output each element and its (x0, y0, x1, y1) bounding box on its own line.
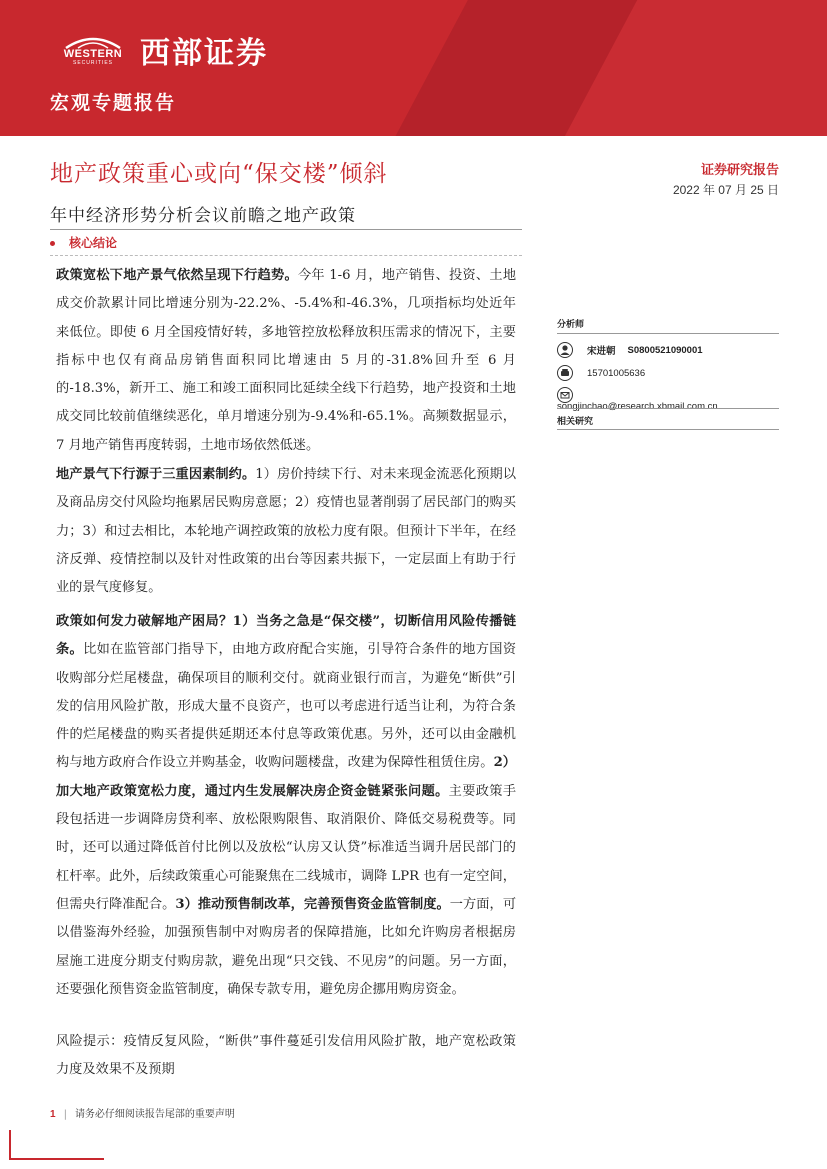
paragraph-3-text-2: 主要政策手段包括进一步调降房贷利率、放松限购限售、取消限价、降低交易税费等。同时，还可以通过降低首付比例以及放松“认房又认贷”标准适当调升居民部门的杠杆率。此外，后续政策重心可能聚焦在二线城市，调降 LPR 也有一定空间，但需央行降准配合。 (56, 783, 517, 912)
paragraph-3-text-1: 比如在监管部门指导下，由地方政府配合实施，引导符合条件的地方国资收购部分烂尾楼盘，确保项目的顺利交付。就商业银行而言，为避免“断供”引发的信用风险扩散，形成大量不良资产，也可以考虑进行适当让利，为符合条件的烂尾楼盘的购买者提供延期还本付息等政策优惠。另外，还可以由金融机构与地方政府合作设立并购基金，收购问题楼盘，改建为保障性租赁住房。 (56, 642, 517, 771)
phone-icon (557, 365, 573, 381)
analyst-email[interactable]: songjinchao@research.xbmail.com.cn (557, 400, 718, 412)
section-heading-text: 核心结论 (69, 236, 118, 250)
report-title: 地产政策重心或向“保交楼”倾斜 (50, 161, 388, 187)
analyst-label: 分析师 (557, 320, 585, 330)
analyst-name: 宋进朝 (587, 346, 616, 357)
email-row (557, 385, 718, 412)
paragraph-2 (56, 461, 516, 602)
report-subtitle: 年中经济形势分析会议前瞻之地产政策 (50, 206, 356, 226)
paragraph-1-text: 今年 1-6 月，地产销售、投资、土地成交价款累计同比增速分别为-22.2%、-5.4%和-46.3%，几项指标均处近年来低位。即使 6 月全国疫情好转，多地管控放松释放积压需求的情况下，主要指标中也仅有商品房销售面积同比增速由 5 月的-31.8%回升至 6 月的-18.3%，新开工、施工和竣工面积同比延续全线下行趋势，地产投资和土地成交同比较前值继续恶化，单月增速分别为-9.4%和-65.1%。高频数据显示，7 月地产销售再度转弱，土地市场依然低迷。 (56, 268, 517, 453)
corner-mark (9, 1158, 104, 1160)
brand-name: 西部证券 (140, 36, 268, 71)
paragraph-3-point-2: 2）加大地产政策宽松力度，通过内生发展解决房企资金链紧张问题。 (56, 755, 516, 799)
paragraph-2-lead: 地产景气下行源于三重因素制约。 (56, 467, 256, 482)
analyst-phone: 15701005636 (587, 367, 646, 379)
sidebar-divider (557, 429, 779, 430)
footer-disclaimer: 请务必仔细阅读报告尾部的重要声明 (74, 1109, 235, 1120)
header-banner (0, 0, 827, 136)
logo-subtext: SECURITIES (72, 60, 113, 66)
company-logo (58, 34, 128, 64)
paragraph-3-text-3: 一方面，可以借鉴海外经验，加强预售制中对购房者的保障措施，比如允许购房者根据房屋施工进度分期支付购房款，避免出现“只交钱、不见房”的问题。另一方面，还要强化预售资金监管制度，确保专款专用，避免房企挪用购房资金。 (56, 896, 517, 997)
phone-row (557, 363, 645, 383)
paragraph-3-point-3: 3）推动预售制改革，完善预售资金监管制度。 (175, 896, 450, 912)
divider-dashed (50, 255, 522, 256)
analyst-cert: S0800521090001 (627, 344, 703, 356)
related-research-label: 相关研究 (557, 417, 594, 427)
sidebar-divider (557, 333, 779, 334)
section-heading (50, 234, 117, 251)
paragraph-1 (56, 262, 516, 460)
analyst-row (557, 340, 703, 360)
paragraph-2-text: 1）房价持续下行、对未来现金流恶化预期以及商品房交付风险均拖累居民购房意愿；2）疫情也显著削弱了居民部门的购买力；3）和过去相比，本轮地产调控政策的放松力度有限。但预计下半年，在经济反弹、疫情控制以及针对性政策的出台等因素共振下，一定层面上有助于行业的景气度修复。 (56, 467, 517, 596)
footer-separator: | (63, 1109, 67, 1120)
paragraph-3-lead: 政策如何发力破解地产困局？1）当务之急是“保交楼”，切断信用风险传播链条。 (56, 614, 516, 658)
report-category: 证券研究报告 (700, 163, 779, 178)
sidebar-divider (557, 408, 779, 409)
report-date: 2022 年 07 月 25 日 (672, 183, 779, 197)
page-footer (50, 1105, 235, 1120)
risk-warning: 风险提示：疫情反复风险，“断供”事件蔓延引发信用风险扩散，地产宽松政策力度及效果不及预期 (56, 1034, 516, 1078)
paragraph-1-lead: 政策宽松下地产景气依然呈现下行趋势。 (56, 268, 298, 283)
paragraph-3 (56, 608, 516, 1004)
page-number: 1 (50, 1109, 56, 1120)
corner-mark (9, 1130, 11, 1160)
person-icon (557, 342, 573, 358)
report-type: 宏观专题报告 (50, 92, 177, 114)
logo-text: WESTERN (63, 48, 123, 60)
bullet-dot-icon (50, 241, 55, 246)
divider (50, 229, 522, 230)
